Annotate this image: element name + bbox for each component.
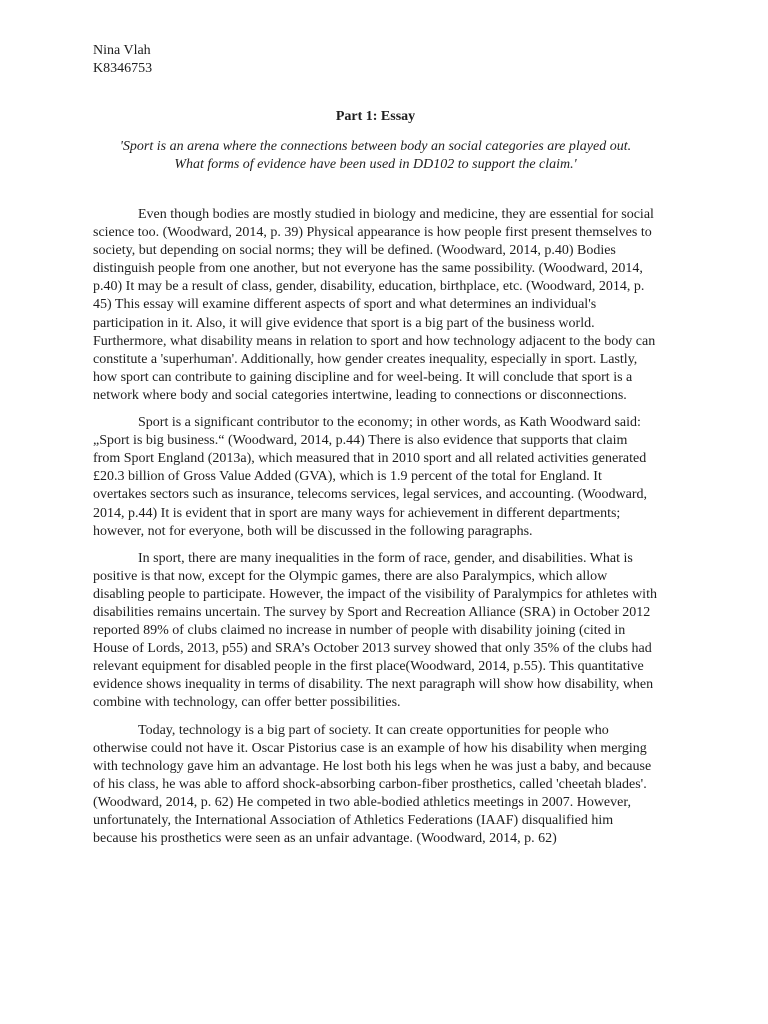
paragraph-3: In sport, there are many inequalities in the form of race, gender, and disabilities. What is positive is that now, except for the Olympic games, there are also Paralympics, which allow disabling people to participate. However, the impact of the visibility of Paralympics for athletes with disabilities remains uncertain. The survey by Sport and Recreation Alliance (SRA) in October 2012 reported 89% of clubs claimed no increase in number of people with disability joining (cited in House of Lords, 2013, p55) and SRA’s October 2013 survey showed that only 35% of the clubs had relevant equipment for disabled people in the first place(Woodward, 2014, p.55). This quantitative evidence shows inequality in terms of disability. The next paragraph will show how disability, when combine with technology, can offer better possibilities. <box>93 550 657 711</box>
essay-question-quote: 'Sport is an arena where the connections between body an social categories are played out. What forms of evidence have been used in DD102 to support the claim.' <box>119 139 632 172</box>
paragraph-4: Today, technology is a big part of society. It can create opportunities for people who otherwise could not have it. Oscar Pistorius case is an example of how his disability when merging with technology gave him an advantage. He lost both his legs when he was just a baby, and because of his class, he was able to afford shock-absorbing carbon-fiber prosthetics, called 'cheetah blades'. (Woodward, 2014, p. 62) He competed in two able-bodied athletics meetings in 2007. However, unfortunately, the International Association of Athletics Federations (IAAF) disqualified him because his prosthetics were seen as an unfair advantage. (Woodward, 2014, p. 62) <box>93 722 652 847</box>
essay-title: Part 1: Essay <box>335 109 416 124</box>
author-name: Nina Vlah <box>93 43 151 58</box>
paragraph-2: Sport is a significant contributor to the economy; in other words, as Kath Woodward said: „Sport is big business.“ (Woodward, 2014, p.44) There is also evidence that supports that claim from Sport England (2013a), which measured that in 2010 sport and all related activities generated £20.3 billion of Gross Value Added (GVA), which is 1.9 percent of the total for England. It overtakes sectors such as insurance, telecoms services, legal services, and accounting. (Woodward, 2014, p.44) It is evident that in sport are many ways for achievement in different departments; however, not for everyone, both will be discussed in the following paragraphs. <box>93 415 648 539</box>
paragraph-1: Even though bodies are mostly studied in biology and medicine, they are essential for social science too. (Woodward, 2014, p. 39) Physical appearance is how people first present themselves to society, but depending on social norms; they will be defined. (Woodward, 2014, p.40) Bodies distinguish people from one another, but not everyone has the same possibility. (Woodward, 2014, p.40) It may be a result of class, gender, disability, education, birthplace, etc. (Woodward, 2014, p. 45) This essay will examine different aspects of sport and what determines an individual's participation in it. Also, it will give evidence that sport is a big part of the business world. Furthermore, what disability means in relation to sport and how technology adjacent to the body can constitute a 'superhuman'. Additionally, how gender creates inequality, especially in sport. Lastly, how sport can contribute to gaining discipline and for weel-being. It will conclude that sport is a network where body and social categories intertwine, leading to connections or disconnections. <box>93 207 656 403</box>
essay-body <box>93 206 658 848</box>
student-id: K8346753 <box>93 61 153 76</box>
